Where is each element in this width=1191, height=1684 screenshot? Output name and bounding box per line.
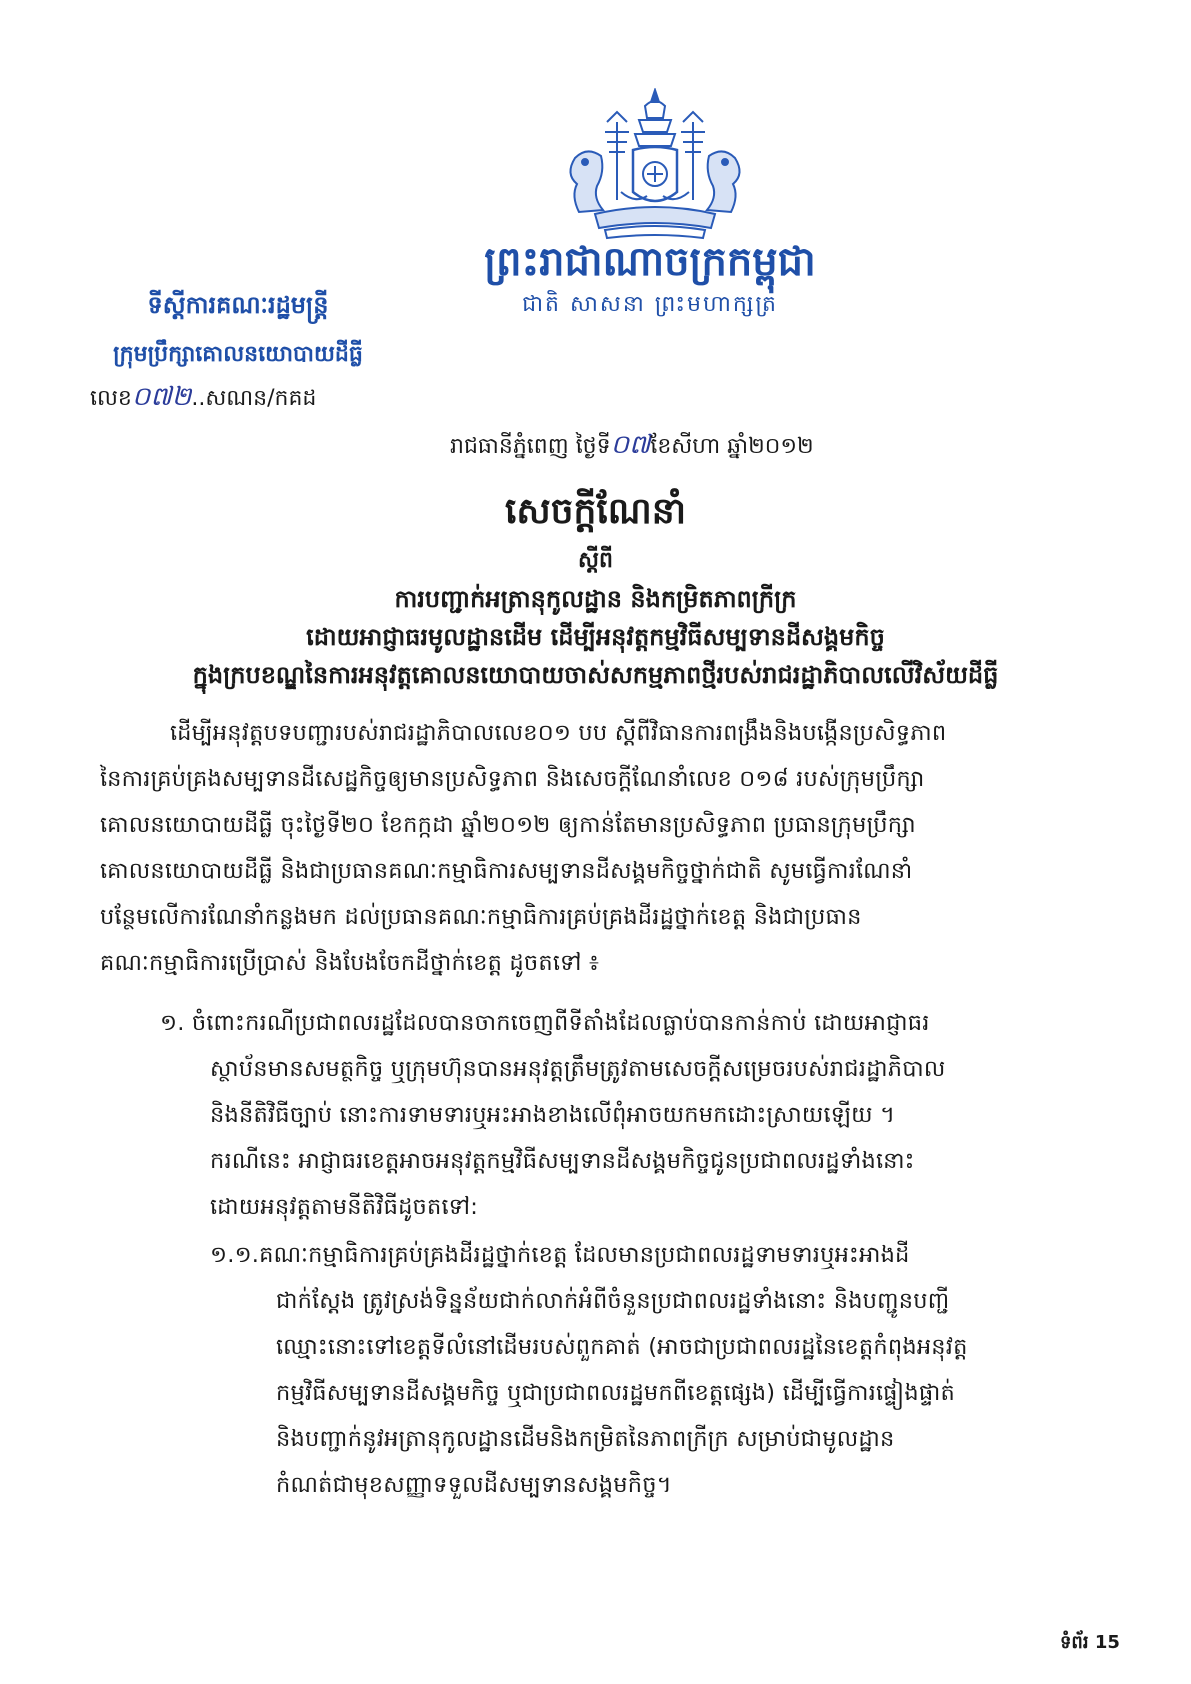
subject-label: ស្តីពី (578, 547, 613, 573)
heading-line: ក្នុងក្របខណ្ឌនៃការអនុវត្តគោលនយោបាយចាស់សកម្មភាពថ្មីរបស់រាជរដ្ឋាភិបាលលើវិស័យដីធ្លី (192, 660, 999, 689)
intro-paragraph-line: ដើម្បីអនុវត្តបទបញ្ជារបស់រាជរដ្ឋាភិបាលលេខ០១ បប ស្តីពីវិធានការពង្រឹងនិងបង្កើនប្រសិទ្ធភាព (170, 720, 947, 746)
intro-paragraph-line: បន្ថែមលើការណែនាំកន្លងមក ដល់ប្រធានគណៈកម្មាធិការគ្រប់គ្រងដីរដ្ឋថ្នាក់ខេត្ត និងជាប្រធាន (100, 904, 862, 930)
item-1-line: ដោយអនុវត្តតាមនីតិវិធីដូចតទៅ: (210, 1194, 479, 1220)
page-number: ទំព័រ 15 (1060, 1632, 1120, 1653)
item-1-line: ករណីនេះ អាជ្ញាធរខេត្តអាចអនុវត្តកម្មវិធីសម្បទានដីសង្គមកិច្ចជូនប្រជាពលរដ្ឋទាំងនោះ (210, 1148, 915, 1174)
item-1-1-line: កម្មវិធីសម្បទានដីសង្គមកិច្ច ឬជាប្រជាពលរដ្ឋមកពីខេត្តផ្សេង) ដើម្បីធ្វើការផ្ទៀងផ្ទាត់ (276, 1380, 955, 1406)
intro-paragraph-line: នៃការគ្រប់គ្រងសម្បទានដីសេដ្ឋកិច្ចឲ្យមានប្រសិទ្ធភាព និងសេចក្តីណែនាំលេខ ០១៨ របស់ក្រុមប្រឹក្សា (100, 766, 925, 792)
item-1-line: ១. ចំពោះករណីប្រជាពលរដ្ឋដែលបានចាកចេញពីទីតាំងដែលធ្លាប់បានកាន់កាប់ ដោយអាជ្ញាធរ (160, 1010, 930, 1036)
intro-paragraph-line: គោលនយោបាយដីធ្លី ចុះថ្ងៃទី២០ ខែកក្កដា ឆ្នាំ២០១២ ឲ្យកាន់តែមានប្រសិទ្ធភាព ប្រធានក្រុមប្រឹក្សា (100, 812, 916, 838)
date-day-handwritten: ០៧ (610, 430, 651, 460)
reference-suffix: ..សណន/កគដ (191, 386, 317, 411)
reference-number (90, 380, 316, 418)
intro-paragraph-line: គោលនយោបាយដីធ្លី និងជាប្រធានគណៈកម្មាធិការសម្បទានដីសង្គមកិច្ចថ្នាក់ជាតិ សូមធ្វើការណែនាំ (100, 858, 913, 884)
item-1-line: និងនីតិវិធីច្បាប់ នោះការទាមទារឬអះអាងខាងលើពុំអាចយកមកដោះស្រាយឡើយ ។ (210, 1102, 896, 1128)
national-motto: ជាតិ សាសនា ព្រះមហាក្សត្រ (522, 292, 778, 317)
item-1-1-line: កំណត់ជាមុខសញ្ញាទទួលដីសម្បទានសង្គមកិច្ច។ (276, 1472, 672, 1498)
ministry-name: ទីស្តីការគណៈរដ្ឋមន្ត្រី (147, 290, 329, 319)
item-1-1-line: ឈ្មោះនោះទៅខេត្តទីលំនៅដើមរបស់ពួកគាត់ (អាចជាប្រជាពលរដ្ឋនៃខេត្តកំពុងអនុវត្ត (276, 1334, 968, 1360)
date-suffix: ខែសីហា ឆ្នាំ២០១២ (650, 434, 814, 459)
item-1-1-line: និងបញ្ជាក់នូវអត្រានុកូលដ្ឋានដើមនិងកម្រិតនៃភាពក្រីក្រ សម្រាប់ជាមូលដ្ឋាន (276, 1426, 895, 1452)
council-name: ក្រុមប្រឹក្សាគោលនយោបាយដីធ្លី (113, 341, 363, 367)
item-1-1-line: ជាក់ស្តែង ត្រូវស្រង់ទិន្នន័យជាក់លាក់អំពីចំនួនប្រជាពលរដ្ឋទាំងនោះ និងបញ្ជូនបញ្ជី (276, 1288, 950, 1314)
intro-paragraph-line: គណៈកម្មាធិការប្រើប្រាស់ និងបែងចែកដីថ្នាក់ខេត្ត ដូចតទៅ ៖ (100, 950, 600, 976)
reference-prefix: លេខ (90, 386, 132, 411)
heading-line: ដោយអាជ្ញាធរមូលដ្ឋានដើម ដើម្បីអនុវត្តកម្មវិធីសម្បទានដីសង្គមកិច្ច (306, 622, 885, 651)
document-title: សេចក្តីណែនាំ (504, 490, 687, 532)
date-prefix: រាជធានីភ្នំពេញ ថ្ងៃទី (450, 434, 611, 459)
royal-coat-of-arms-emblem (535, 88, 775, 248)
kingdom-name-heading: ព្រះរាជាណាចក្រកម្ពុជា (484, 238, 816, 285)
item-1-line: ស្ថាប័នមានសមត្ថកិច្ច ឬក្រុមហ៊ុនបានអនុវត្តត្រឹមត្រូវតាមសេចក្តីសម្រេចរបស់រាជរដ្ឋាភិបាល (210, 1056, 946, 1082)
date-line (450, 428, 814, 466)
heading-line: ការបញ្ជាក់អត្រានុកូលដ្ឋាន និងកម្រិតភាពក្រីក្រ (394, 584, 797, 613)
item-1-1-line: ១.១.គណៈកម្មាធិការគ្រប់គ្រងដីរដ្ឋថ្នាក់ខេត្ត ដែលមានប្រជាពលរដ្ឋទាមទារឬអះអាងដី (210, 1242, 910, 1268)
reference-number-handwritten: ០៧២ (131, 382, 192, 412)
